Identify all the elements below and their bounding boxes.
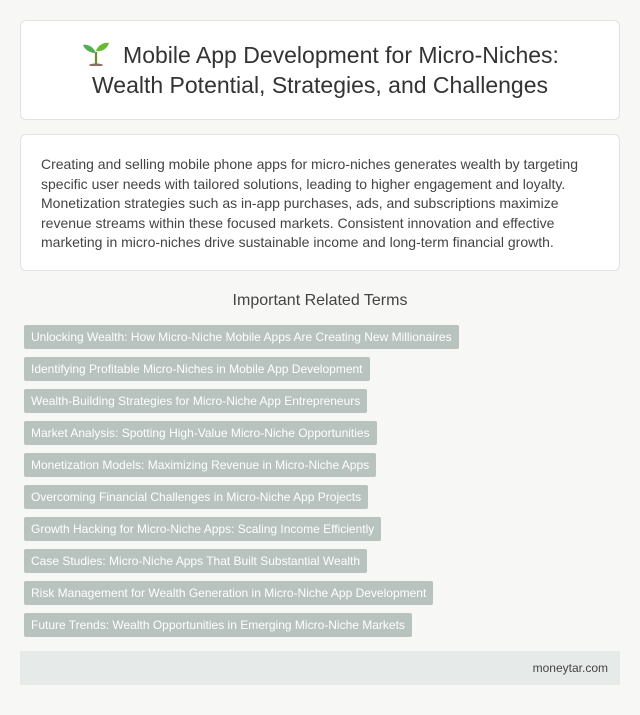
- related-term-tag[interactable]: Identifying Profitable Micro-Niches in Mobile App Development: [24, 357, 370, 381]
- related-terms-heading: Important Related Terms: [232, 292, 408, 309]
- related-term-tag[interactable]: Risk Management for Wealth Generation in Micro-Niche App Development: [24, 581, 433, 605]
- related-term-tag[interactable]: Overcoming Financial Challenges in Micro-Niche App Projects: [24, 485, 368, 509]
- title-card: [20, 20, 620, 120]
- page-title: [45, 40, 595, 100]
- related-term-tag[interactable]: Growth Hacking for Micro-Niche Apps: Scaling Income Efficiently: [24, 517, 381, 541]
- footer-site-link[interactable]: moneytar.com: [532, 661, 608, 675]
- related-term-tag[interactable]: Future Trends: Wealth Opportunities in Emerging Micro-Niche Markets: [24, 613, 412, 637]
- related-term-tag[interactable]: Unlocking Wealth: How Micro-Niche Mobile Apps Are Creating New Millionaires: [24, 325, 459, 349]
- summary-text: Creating and selling mobile phone apps for micro-niches generates wealth by targeting specific user needs with tailored solutions, leading to higher engagement and loyalty. Monetization strategies such as in-app purchases, ads, and subscriptions maximize revenue streams within these focused markets. Consistent innovation and effective marketing in micro-niches drive sustainable income and long-term financial growth.: [41, 156, 578, 251]
- related-term-tag[interactable]: Market Analysis: Spotting High-Value Micro-Niche Opportunities: [24, 421, 377, 445]
- page-title-text: Mobile App Development for Micro-Niches: Wealth Potential, Strategies, and Challenges: [91, 42, 559, 98]
- sprout-icon: [81, 40, 111, 66]
- related-term-tag[interactable]: Case Studies: Micro-Niche Apps That Built Substantial Wealth: [24, 549, 367, 573]
- summary-card: [20, 134, 620, 271]
- footer: [20, 651, 620, 685]
- related-terms-list: [24, 325, 620, 645]
- related-term-tag[interactable]: Wealth-Building Strategies for Micro-Niche App Entrepreneurs: [24, 389, 367, 413]
- related-term-tag[interactable]: Monetization Models: Maximizing Revenue in Micro-Niche Apps: [24, 453, 376, 477]
